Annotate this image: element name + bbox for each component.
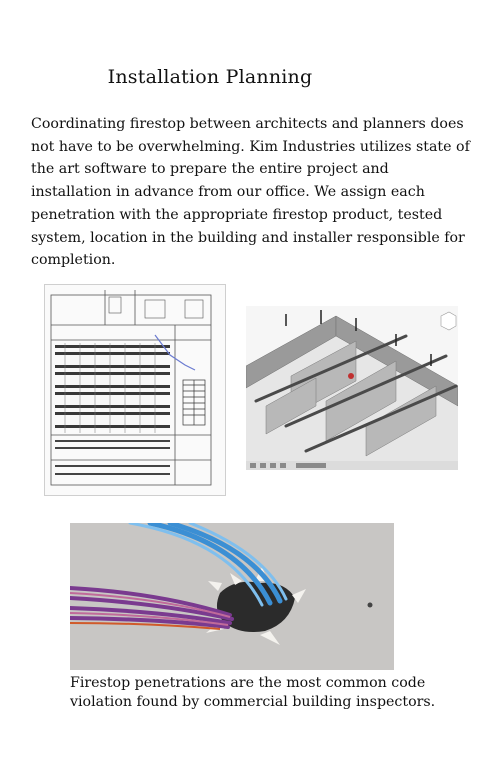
page-title: Installation Planning xyxy=(107,66,313,88)
3d-bim-model-image xyxy=(246,306,458,470)
wall-penetration-photo xyxy=(70,523,394,670)
floor-plan-image xyxy=(44,284,226,496)
intro-paragraph: Coordinating firestop between architects and planners does not have to be overwhelming. Kim Industries utilizes state of the art software to prepare the entire project and installation in advance from our office. We assign each penetration with the appropriate firestop product, tested system, location in the building and installer responsible for completion. xyxy=(31,116,470,269)
photo-caption: Firestop penetrations are the most common code violation found by commercial building inspectors. xyxy=(70,675,436,710)
